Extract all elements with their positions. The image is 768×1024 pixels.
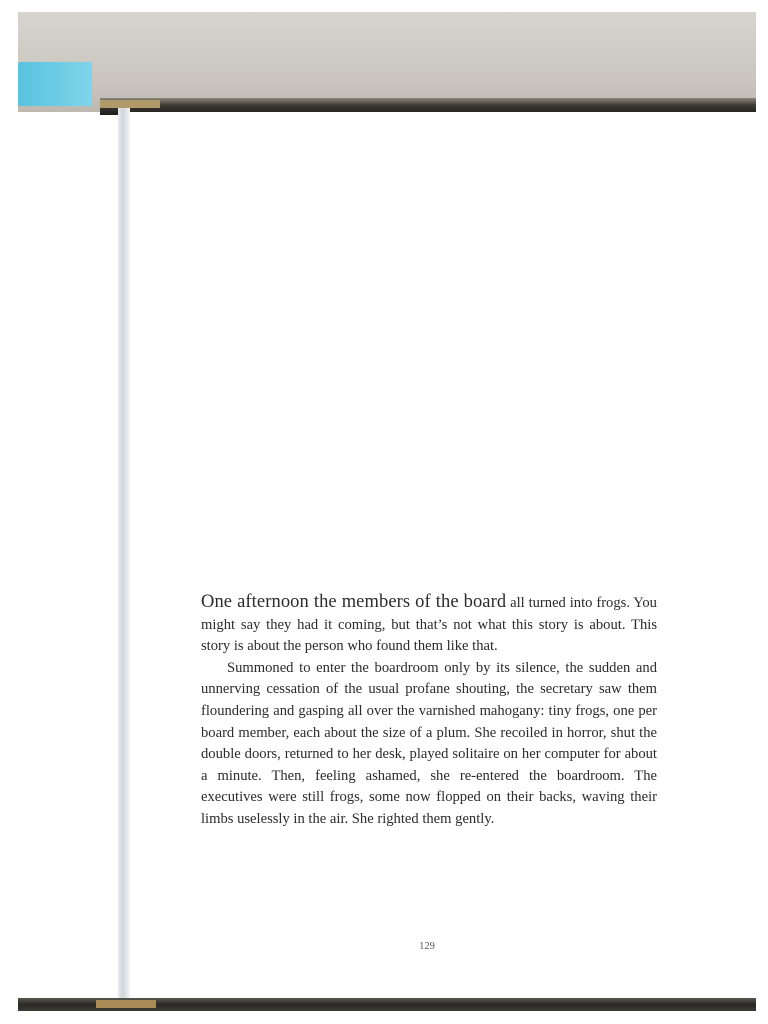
story-text [201,592,657,831]
page-sheet [126,112,756,998]
paragraph-1-rest: all turned into frogs. You might say they had it coming, but that’s not what this story is about. This story is about the person who found them like that. [201,595,657,655]
paragraph-2: Summoned to enter the boardroom only by its silence, the sudden and unnerving cessation of the usual profane shouting, the secretary saw them floundering and gasping all over the varnished mahogany: tiny frogs, one per board member, each about the size of a plum. She recoiled in horror, shut the double doors, returned to her desk, played solitaire on her computer for about a minute. Then, feeling ashamed, she re-entered the boardroom. The executives were still frogs, some now flopped on their backs, waving their limbs uselessly in the air. She righted them gently. [201,659,657,827]
lead-in: One afternoon the members of the board [201,592,507,612]
scan-background [18,12,756,112]
paragraph-1 [201,592,657,658]
sticky-note-tab [18,62,92,106]
page-number: 129 [419,941,435,952]
book-top-edge-accent [100,100,160,108]
book-bottom-edge-accent [96,1000,156,1008]
page-gutter [118,108,130,1000]
